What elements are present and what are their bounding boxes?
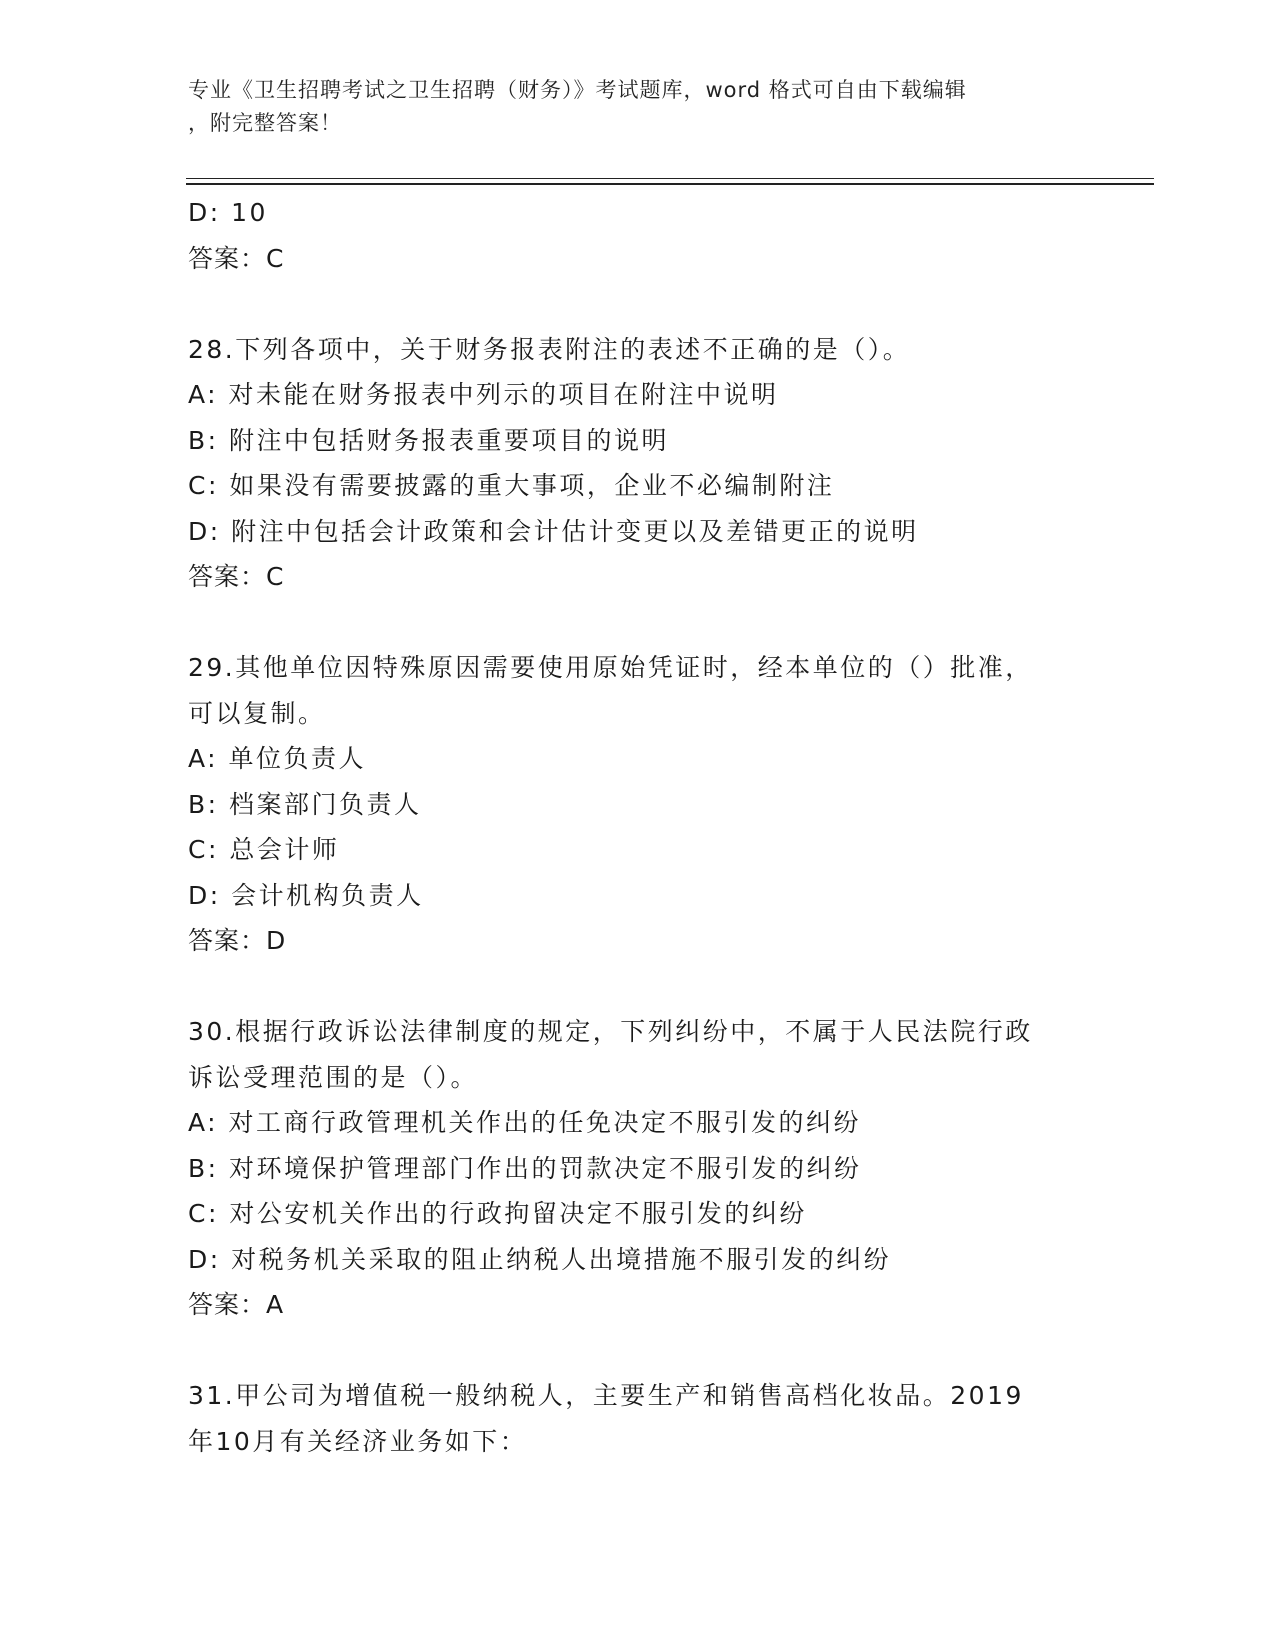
option-b: B: 附注中包括财务报表重要项目的说明 xyxy=(188,425,670,455)
prev-option-d: D: 10 xyxy=(188,198,268,227)
header-line-1: 专业《卫生招聘考试之卫生招聘（财务）》考试题库，word 格式可自由下载编辑 xyxy=(188,78,967,102)
option-c: C: 对公安机关作出的行政拘留决定不服引发的纠纷 xyxy=(188,1199,807,1228)
spacer xyxy=(188,281,1088,327)
document-header xyxy=(188,74,1068,140)
spacer xyxy=(188,600,1088,646)
question-31 xyxy=(188,1373,1088,1464)
question-stem-cont: 可以复制。 xyxy=(188,698,326,728)
option-c: C: 如果没有需要披露的重大事项，企业不必编制附注 xyxy=(188,471,835,500)
question-stem: 28.下列各项中，关于财务报表附注的表述不正确的是（）。 xyxy=(188,334,911,364)
spacer xyxy=(188,964,1088,1010)
question-stem: 29.其他单位因特殊原因需要使用原始凭证时，经本单位的（）批准， xyxy=(188,653,1033,682)
option-a: A: 单位负责人 xyxy=(188,744,367,773)
question-28 xyxy=(188,327,1088,600)
spacer xyxy=(188,1328,1088,1374)
option-d: D: 对税务机关采取的阻止纳税人出境措施不服引发的纠纷 xyxy=(188,1244,892,1274)
header-divider-thick xyxy=(186,183,1154,185)
answer: 答案：C xyxy=(188,562,285,591)
option-b: B: 对环境保护管理部门作出的罚款决定不服引发的纠纷 xyxy=(188,1153,862,1183)
question-list xyxy=(188,190,1088,1464)
question-stem-cont: 诉讼受理范围的是（）。 xyxy=(188,1062,479,1092)
question-30 xyxy=(188,1009,1088,1328)
prev-answer: 答案：C xyxy=(188,243,285,273)
header-line-2: ，附完整答案！ xyxy=(188,111,342,135)
question-stem: 30.根据行政诉讼法律制度的规定，下列纠纷中，不属于人民法院行政 xyxy=(188,1017,1033,1046)
option-a: A: 对工商行政管理机关作出的任免决定不服引发的纠纷 xyxy=(188,1108,862,1137)
answer: 答案：A xyxy=(188,1290,285,1319)
question-stem: 31.甲公司为增值税一般纳税人，主要生产和销售高档化妆品。2019 xyxy=(188,1381,1024,1410)
option-d: D: 附注中包括会计政策和会计估计变更以及差错更正的说明 xyxy=(188,516,919,546)
option-d: D: 会计机构负责人 xyxy=(188,880,424,910)
option-b: B: 档案部门负责人 xyxy=(188,789,422,819)
option-c: C: 总会计师 xyxy=(188,835,340,864)
option-a: A: 对未能在财务报表中列示的项目在附注中说明 xyxy=(188,380,779,409)
question-29 xyxy=(188,645,1088,964)
header-divider-thin xyxy=(186,178,1154,179)
question-stem-cont: 年10月有关经济业务如下： xyxy=(188,1426,528,1456)
answer: 答案：D xyxy=(188,926,287,955)
